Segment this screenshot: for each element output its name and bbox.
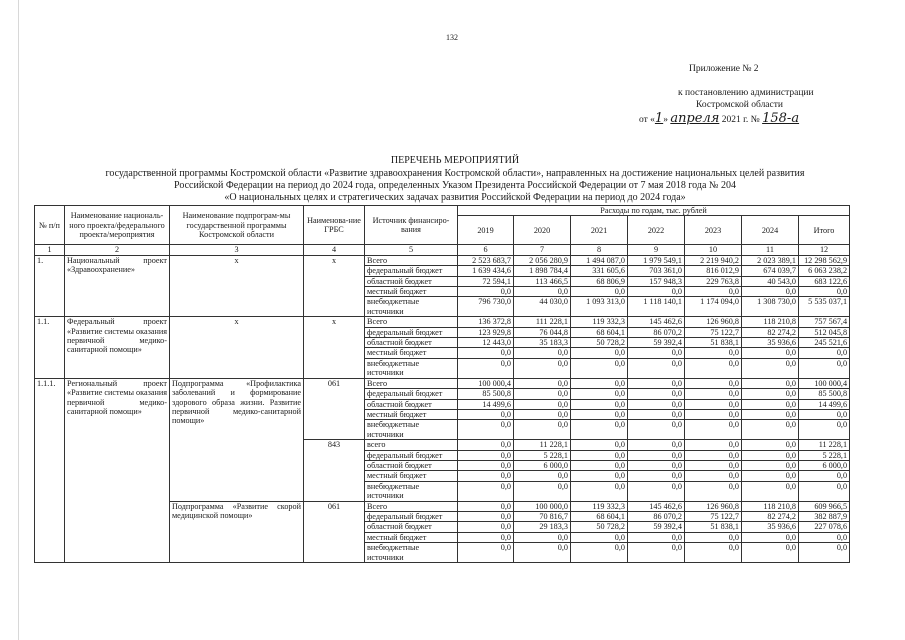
header-year: 2022 [628,216,685,245]
amount-cell: 85 500,8 [458,389,514,399]
amount-cell: 100 000,4 [458,378,514,388]
table-row [35,255,850,265]
scan-edge-line [18,0,19,640]
funding-source: федеральный бюджет [365,511,458,521]
amount-cell: 0,0 [742,358,799,378]
amount-cell: 674 039,7 [742,266,799,276]
amount-cell: 0,0 [742,389,799,399]
title-heading: ПЕРЕЧЕНЬ МЕРОПРИЯТИЙ [390,155,520,166]
amount-cell: 0,0 [571,420,628,440]
amount-cell: 0,0 [571,460,628,470]
grbs-code: 061 [304,501,365,562]
amount-cell: 0,0 [685,420,742,440]
amount-cell: 136 372,8 [458,317,514,327]
amount-cell: 0,0 [799,358,850,378]
header-year: Итого [799,216,850,245]
amount-cell: 512 045,8 [799,327,850,337]
funding-source: Всего [365,255,458,265]
amount-cell: 75 122,7 [685,327,742,337]
amount-cell: 51 838,1 [685,522,742,532]
amount-cell: 382 887,9 [799,511,850,521]
amount-cell: 0,0 [514,358,571,378]
appendix-title: Приложение № 2 [689,64,759,74]
appendix-date-line [639,113,799,127]
date-mid2: 2021 г. № [721,115,760,125]
amount-cell: 0,0 [742,348,799,358]
amount-cell: 0,0 [685,378,742,388]
amount-cell: 118 210,8 [742,501,799,511]
subprogram-name: Подпрограмма «Развитие скорой медицинской помощи» [170,501,304,562]
column-number: 10 [685,245,742,255]
amount-cell: 35 936,6 [742,338,799,348]
column-number: 6 [458,245,514,255]
column-number: 12 [799,245,850,255]
column-number: 7 [514,245,571,255]
amount-cell: 0,0 [628,287,685,297]
amount-cell: 111 228,1 [514,317,571,327]
amount-cell: 0,0 [685,543,742,563]
column-number: 9 [628,245,685,255]
amount-cell: 2 523 683,7 [458,255,514,265]
amount-cell: 1 639 434,6 [458,266,514,276]
amount-cell: 1 308 730,0 [742,297,799,317]
amount-cell: 0,0 [514,409,571,419]
amount-cell: 157 948,3 [628,276,685,286]
header-year: 2020 [514,216,571,245]
amount-cell: 100 000,4 [799,378,850,388]
amount-cell: 0,0 [742,450,799,460]
amount-cell: 796 730,0 [458,297,514,317]
amount-cell: 0,0 [685,440,742,450]
amount-cell: 0,0 [628,471,685,481]
funding-source: внебюджетные источники [365,358,458,378]
amount-cell: 0,0 [514,287,571,297]
amount-cell: 86 070,2 [628,511,685,521]
header-year: 2019 [458,216,514,245]
amount-cell: 0,0 [514,389,571,399]
amount-cell: 2 056 280,9 [514,255,571,265]
amount-cell: 0,0 [571,389,628,399]
amount-cell: 123 929,8 [458,327,514,337]
page-number: 132 [446,33,458,42]
amount-cell: 85 500,8 [799,389,850,399]
amount-cell: 0,0 [742,543,799,563]
amount-cell: 0,0 [685,348,742,358]
amount-cell: 0,0 [458,532,514,542]
amount-cell: 44 030,0 [514,297,571,317]
amount-cell: 245 521,6 [799,338,850,348]
amount-cell: 0,0 [458,420,514,440]
amount-cell: 68 806,9 [571,276,628,286]
amount-cell: 0,0 [458,511,514,521]
subprogram-name: Подпрограмма «Профилактика заболеваний и формирование здорового образа жизни. Развитие первичной медико-санитарной помощи» [170,378,304,501]
amount-cell: 5 228,1 [799,450,850,460]
amount-cell: 0,0 [571,409,628,419]
amount-cell: 609 966,5 [799,501,850,511]
amount-cell: 0,0 [742,420,799,440]
date-mid1: » [663,115,668,125]
amount-cell: 0,0 [799,532,850,542]
funding-source: внебюджетные источники [365,543,458,563]
header-year: 2023 [685,216,742,245]
amount-cell: 100 000,0 [514,501,571,511]
amount-cell: 5 535 037,1 [799,297,850,317]
funding-source: федеральный бюджет [365,389,458,399]
amount-cell: 14 499,6 [799,399,850,409]
amount-cell: 68 604,1 [571,327,628,337]
measures-table [34,205,850,563]
header-year: 2021 [571,216,628,245]
amount-cell: 331 605,6 [571,266,628,276]
appendix-decree-line: к постановлению администрации [678,88,814,98]
funding-source: Всего [365,317,458,327]
amount-cell: 119 332,3 [571,317,628,327]
amount-cell: 0,0 [742,440,799,450]
header-subprogram: Наименование подпрограм-мы государственной программы Костромской области [170,206,304,245]
amount-cell: 0,0 [514,348,571,358]
amount-cell: 82 274,2 [742,511,799,521]
amount-cell: 126 960,8 [685,317,742,327]
amount-cell: 0,0 [742,532,799,542]
amount-cell: 0,0 [514,543,571,563]
amount-cell: 0,0 [571,399,628,409]
document-title [60,155,850,204]
amount-cell: 29 183,3 [514,522,571,532]
amount-cell: 6 000,0 [514,460,571,470]
amount-cell: 119 332,3 [571,501,628,511]
amount-cell: 0,0 [799,471,850,481]
column-number: 8 [571,245,628,255]
amount-cell: 0,0 [799,543,850,563]
amount-cell: 0,0 [742,378,799,388]
amount-cell: 59 392,4 [628,338,685,348]
amount-cell: 1 093 313,0 [571,297,628,317]
amount-cell: 0,0 [571,481,628,501]
amount-cell: 0,0 [514,378,571,388]
title-line-2: государственной программы Костромской области «Развитие здравоохранения Костромской области», направленных на достижение национальных целей развития [105,168,805,179]
amount-cell: 816 012,9 [685,266,742,276]
column-number: 11 [742,245,799,255]
amount-cell: 0,0 [458,543,514,563]
funding-source: местный бюджет [365,532,458,542]
handwritten-number: 158-а [762,111,800,126]
table-row [35,378,850,388]
amount-cell: 0,0 [628,348,685,358]
amount-cell: 145 462,6 [628,501,685,511]
amount-cell: 59 392,4 [628,522,685,532]
amount-cell: 229 763,8 [685,276,742,286]
handwritten-day: 1 [654,111,664,126]
amount-cell: 6 063 238,2 [799,266,850,276]
amount-cell: 0,0 [628,460,685,470]
header-project: Наименование националь-ного проекта/федерального проекта/мероприятия [65,206,170,245]
amount-cell: 0,0 [685,389,742,399]
funding-source: областной бюджет [365,276,458,286]
amount-cell: 0,0 [628,399,685,409]
amount-cell: 14 499,6 [458,399,514,409]
header-grbs: Наименова-ние ГРБС [304,206,365,245]
amount-cell: 50 728,2 [571,522,628,532]
funding-source: областной бюджет [365,460,458,470]
header-year: 2024 [742,216,799,245]
amount-cell: 0,0 [571,532,628,542]
amount-cell: 0,0 [571,378,628,388]
column-number: 4 [304,245,365,255]
amount-cell: 0,0 [628,543,685,563]
amount-cell: 0,0 [458,409,514,419]
amount-cell: 0,0 [514,532,571,542]
amount-cell: 6 000,0 [799,460,850,470]
amount-cell: 0,0 [571,287,628,297]
amount-cell: 0,0 [628,440,685,450]
funding-source: Всего [365,501,458,511]
amount-cell: 0,0 [799,409,850,419]
column-number: 2 [65,245,170,255]
amount-cell: 0,0 [628,532,685,542]
amount-cell: 51 838,1 [685,338,742,348]
amount-cell: 86 070,2 [628,327,685,337]
amount-cell: 0,0 [628,409,685,419]
row-num: 1.1. [35,317,65,378]
amount-cell: 0,0 [628,378,685,388]
grbs-code: х [304,317,365,378]
amount-cell: 0,0 [742,481,799,501]
amount-cell: 2 023 389,1 [742,255,799,265]
amount-cell: 0,0 [458,287,514,297]
amount-cell: 0,0 [514,399,571,409]
amount-cell: 50 728,2 [571,338,628,348]
appendix-region-line: Костромской области [696,100,783,110]
grbs-code: 061 [304,378,365,439]
funding-source: внебюджетные источники [365,420,458,440]
header-source: Источник финансиро-вания [365,206,458,245]
amount-cell: 0,0 [571,358,628,378]
funding-source: внебюджетные источники [365,481,458,501]
amount-cell: 0,0 [458,440,514,450]
amount-cell: 0,0 [742,399,799,409]
amount-cell: 0,0 [458,471,514,481]
amount-cell: 12 443,0 [458,338,514,348]
amount-cell: 703 361,0 [628,266,685,276]
amount-cell: 70 816,7 [514,511,571,521]
funding-source: внебюджетные источники [365,297,458,317]
amount-cell: 118 210,8 [742,317,799,327]
funding-source: федеральный бюджет [365,450,458,460]
amount-cell: 76 044,8 [514,327,571,337]
amount-cell: 0,0 [628,389,685,399]
amount-cell: 35 183,3 [514,338,571,348]
subprogram-name: х [170,255,304,316]
amount-cell: 72 594,1 [458,276,514,286]
amount-cell: 2 219 940,2 [685,255,742,265]
amount-cell: 0,0 [571,348,628,358]
amount-cell: 5 228,1 [514,450,571,460]
amount-cell: 1 118 140,1 [628,297,685,317]
column-number: 3 [170,245,304,255]
funding-source: областной бюджет [365,338,458,348]
amount-cell: 757 567,4 [799,317,850,327]
amount-cell: 35 936,6 [742,522,799,532]
amount-cell: 0,0 [514,420,571,440]
amount-cell: 0,0 [458,481,514,501]
table-row [35,317,850,327]
project-name: Федеральный проект «Развитие системы оказания первичной медико-санитарной помощи» [65,317,170,378]
amount-cell: 0,0 [799,420,850,440]
amount-cell: 0,0 [458,522,514,532]
funding-source: федеральный бюджет [365,266,458,276]
amount-cell: 1 898 784,4 [514,266,571,276]
row-num: 1.1.1. [35,378,65,562]
amount-cell: 0,0 [458,460,514,470]
funding-source: всего [365,440,458,450]
amount-cell: 1 494 087,0 [571,255,628,265]
amount-cell: 126 960,8 [685,501,742,511]
amount-cell: 75 122,7 [685,511,742,521]
amount-cell: 0,0 [571,543,628,563]
amount-cell: 0,0 [458,348,514,358]
amount-cell: 0,0 [458,450,514,460]
amount-cell: 0,0 [685,471,742,481]
column-number: 5 [365,245,458,255]
header-num: № п/п [35,206,65,245]
date-prefix: от « [639,115,655,125]
funding-source: местный бюджет [365,409,458,419]
amount-cell: 0,0 [685,532,742,542]
amount-cell: 0,0 [742,409,799,419]
title-line-3: Российской Федерации на период до 2024 года, определенных Указом Президента Российской Федерации от 7 мая 2018 года № 204 [174,180,736,191]
amount-cell: 1 174 094,0 [685,297,742,317]
amount-cell: 0,0 [628,481,685,501]
amount-cell: 0,0 [571,440,628,450]
amount-cell: 12 298 562,9 [799,255,850,265]
funding-source: областной бюджет [365,399,458,409]
project-name: Региональный проект «Развитие системы оказания первичной медико-санитарной помощи» [65,378,170,562]
amount-cell: 0,0 [685,409,742,419]
amount-cell: 0,0 [628,450,685,460]
amount-cell: 0,0 [571,471,628,481]
amount-cell: 0,0 [685,481,742,501]
grbs-code: 843 [304,440,365,501]
amount-cell: 11 228,1 [799,440,850,450]
amount-cell: 0,0 [742,287,799,297]
header-expenses: Расходы по годам, тыс. рублей [458,206,850,216]
row-num: 1. [35,255,65,316]
funding-source: местный бюджет [365,287,458,297]
amount-cell: 0,0 [799,481,850,501]
funding-source: Всего [365,378,458,388]
amount-cell: 0,0 [514,481,571,501]
amount-cell: 82 274,2 [742,327,799,337]
handwritten-month: апреля [670,111,720,126]
amount-cell: 0,0 [628,420,685,440]
amount-cell: 0,0 [685,399,742,409]
amount-cell: 0,0 [799,287,850,297]
amount-cell: 0,0 [799,348,850,358]
amount-cell: 0,0 [742,471,799,481]
funding-source: областной бюджет [365,522,458,532]
column-number: 1 [35,245,65,255]
funding-source: местный бюджет [365,348,458,358]
amount-cell: 0,0 [742,460,799,470]
amount-cell: 0,0 [458,358,514,378]
subprogram-name: х [170,317,304,378]
amount-cell: 0,0 [685,287,742,297]
amount-cell: 113 466,5 [514,276,571,286]
amount-cell: 0,0 [685,450,742,460]
funding-source: федеральный бюджет [365,327,458,337]
amount-cell: 68 604,1 [571,511,628,521]
amount-cell: 40 543,0 [742,276,799,286]
amount-cell: 0,0 [628,358,685,378]
amount-cell: 683 122,6 [799,276,850,286]
amount-cell: 0,0 [571,450,628,460]
amount-cell: 0,0 [685,460,742,470]
grbs-code: х [304,255,365,316]
amount-cell: 227 078,6 [799,522,850,532]
amount-cell: 11 228,1 [514,440,571,450]
project-name: Национальный проект «Здравоохранение» [65,255,170,316]
amount-cell: 0,0 [458,501,514,511]
amount-cell: 145 462,6 [628,317,685,327]
funding-source: местный бюджет [365,471,458,481]
amount-cell: 1 979 549,1 [628,255,685,265]
amount-cell: 0,0 [514,471,571,481]
amount-cell: 0,0 [685,358,742,378]
title-line-4: «О национальных целях и стратегических задачах развития Российской Федерации на период до 2024 года» [224,192,686,203]
